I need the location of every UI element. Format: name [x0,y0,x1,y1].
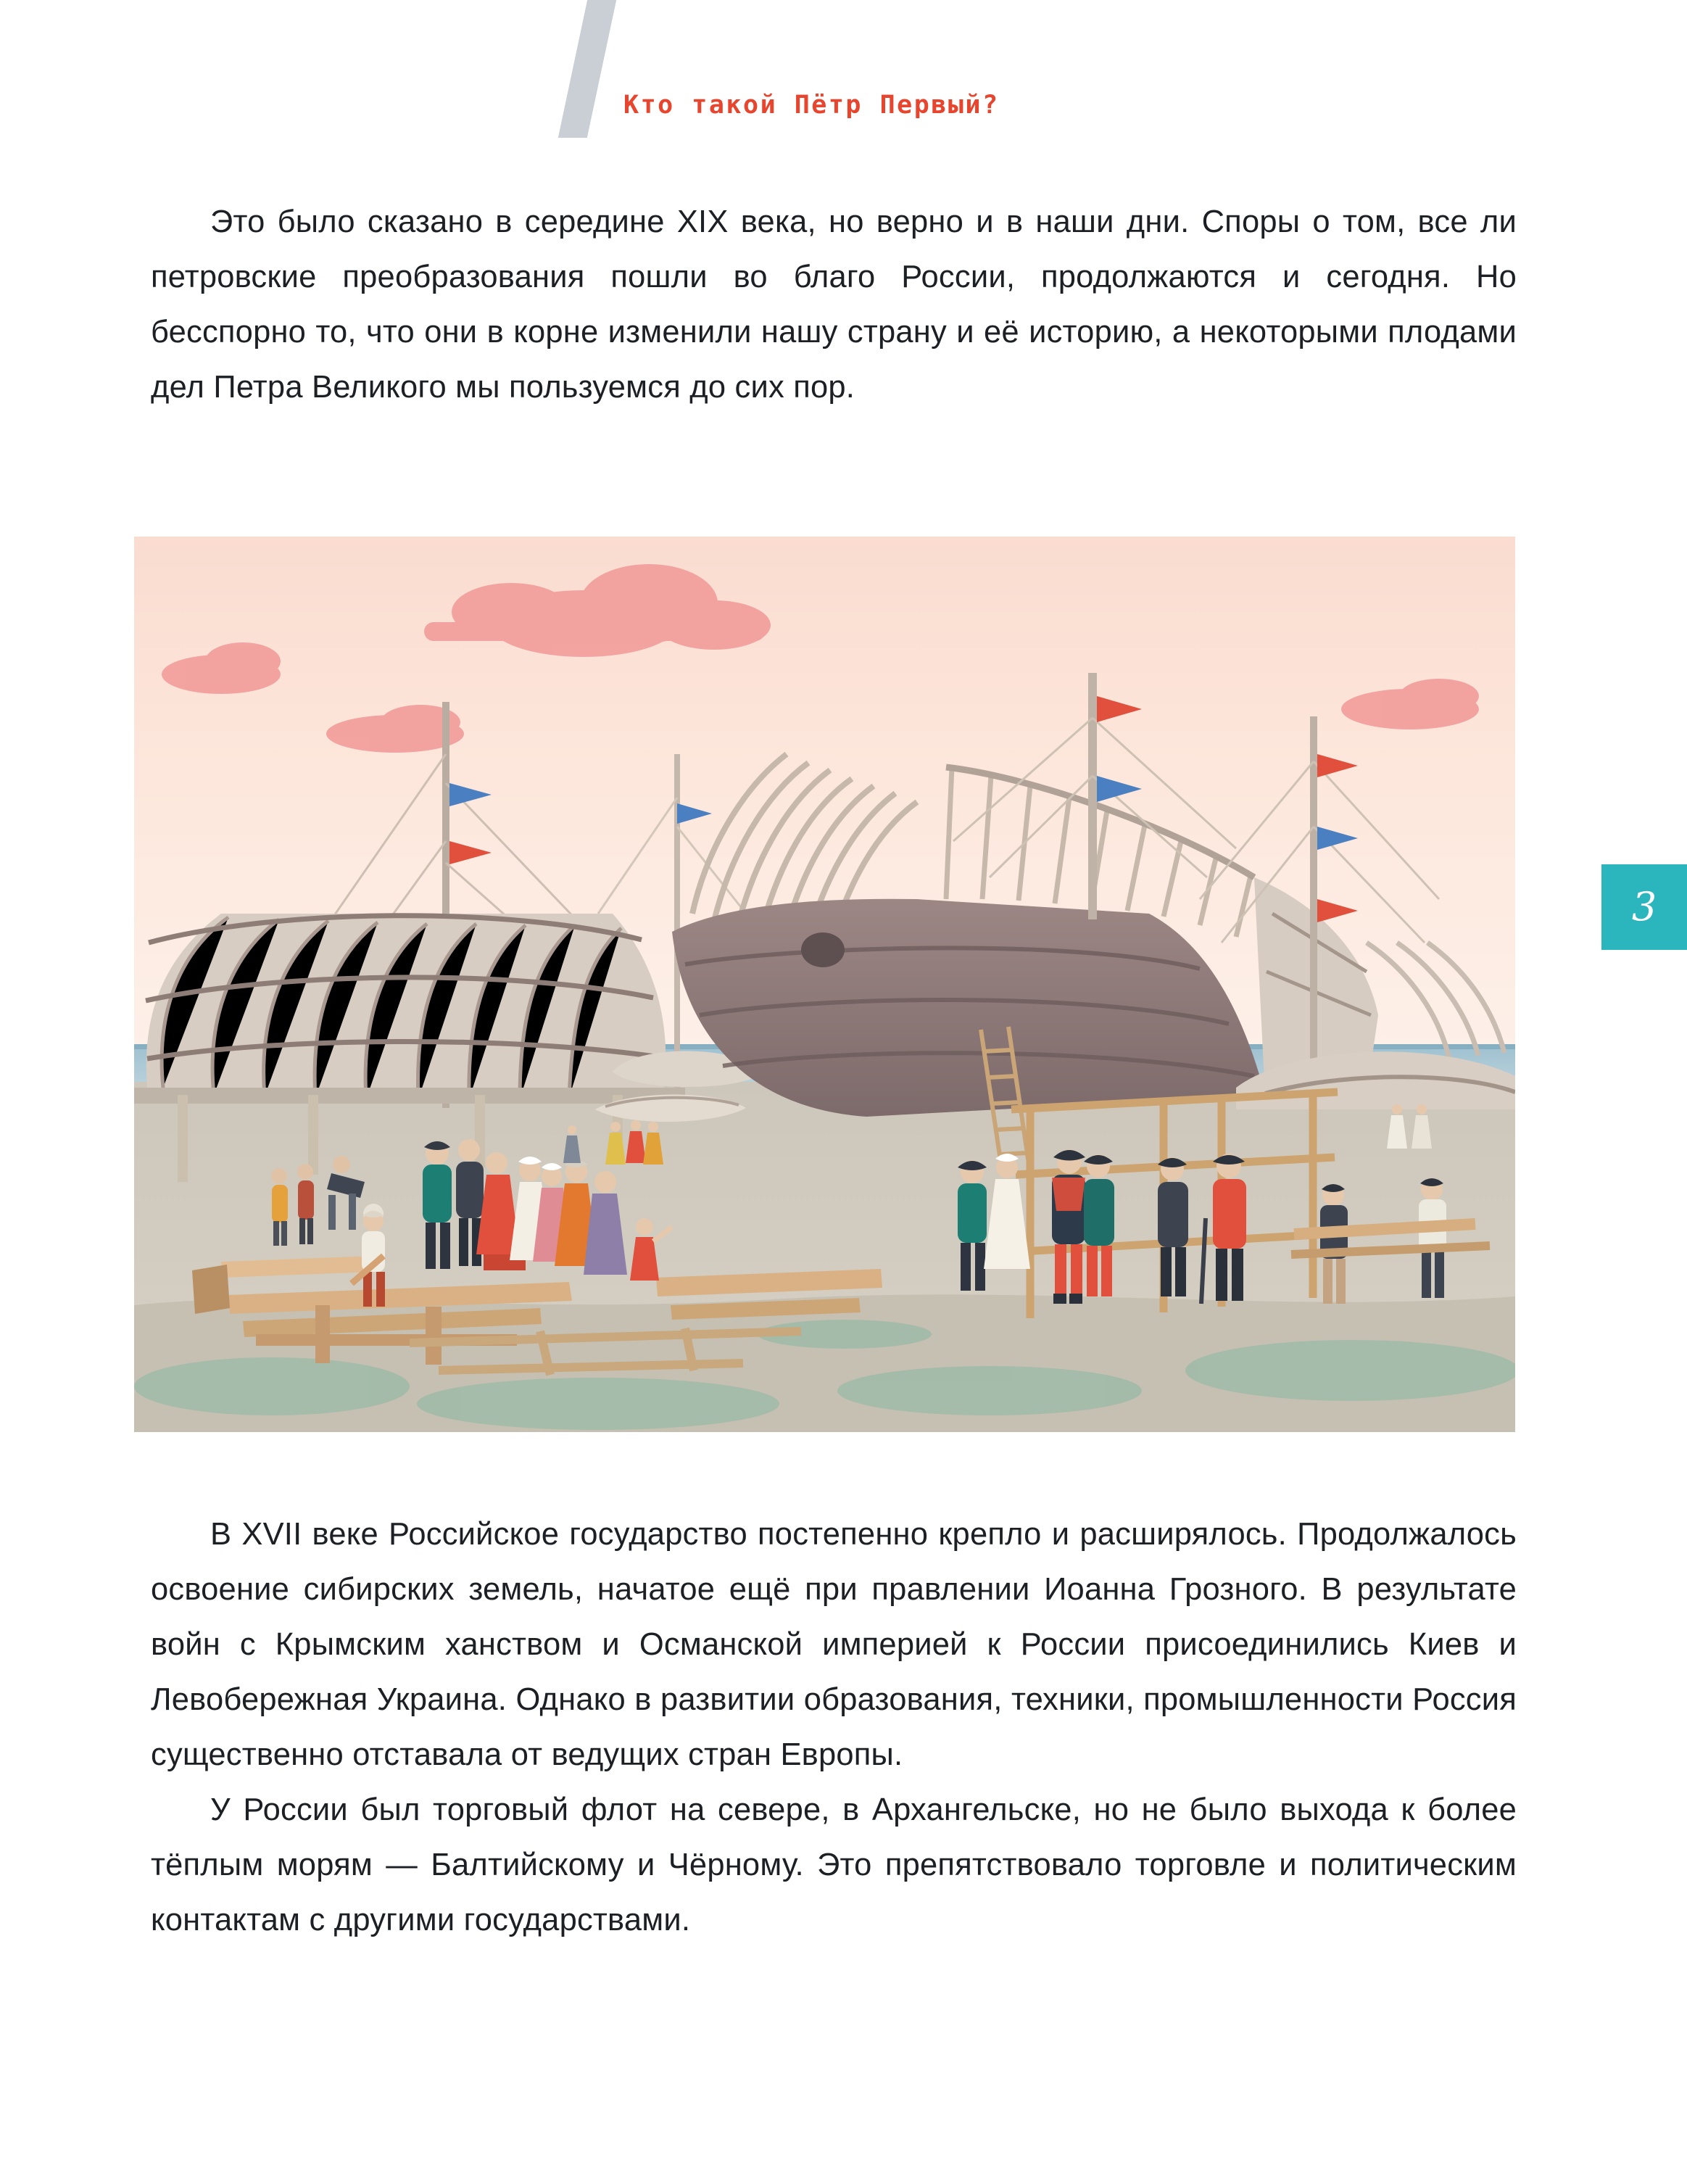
hull-port-hole [801,932,845,967]
body-text-bottom [151,1507,1517,1948]
body-text-top [151,194,1517,415]
page-number: 3 [1631,884,1657,930]
shipyard-illustration [134,537,1515,1432]
illustration-svg [134,537,1515,1432]
paragraph: У России был торговый флот на севере, в Архангельске, но не было выхода к более тёплым морям — Балтийскому и Чёрному. Это препятствовало торговле и политическим контактам с другими государствами. [151,1792,1517,1937]
page-title: Кто такой Пётр Первый? [623,91,1000,120]
header-slash-decoration [558,0,616,138]
paragraph: В XVII веке Российское государство постепенно крепло и расширялось. Продолжалось освоение сибирских земель, начатое ещё при правлении Иоанна Грозного. В результате войн с Крымским ханством и Османской империей к России присоединились Киев и Левобережная Украина. Однако в развитии образования, техники, промышленности Россия существенно отставала от ведущих стран Европы. [151,1517,1517,1772]
page-number-tab [1601,864,1687,950]
page-header [0,0,1687,145]
paragraph: Это было сказано в середине XIX века, но верно и в наши дни. Споры о том, все ли петровские преобразования пошли во благо России, продолжаются и сегодня. Но бесспорно то, что они в корне изменили нашу страну и её историю, а некоторыми плодами дел Петра Великого мы пользуемся до сих пор. [151,204,1517,405]
